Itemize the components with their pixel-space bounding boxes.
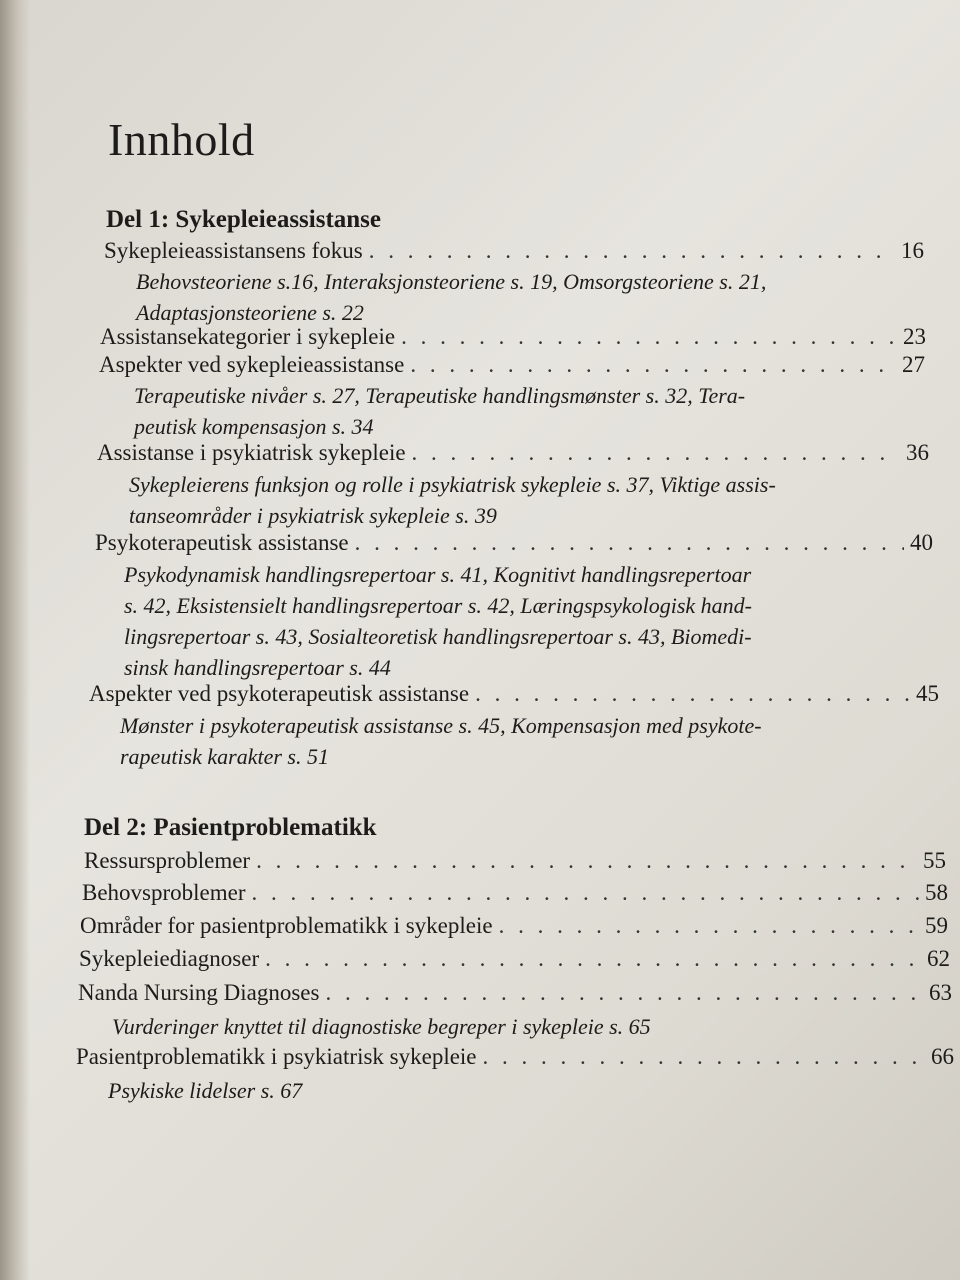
toc-entry-page: 36 [906, 440, 929, 465]
page-title: Innhold [108, 113, 255, 165]
toc-entry [95, 530, 933, 556]
toc-entry [104, 238, 924, 264]
subentry-line: rapeutisk karakter s. 51 [120, 744, 329, 769]
toc-entry-page: 66 [931, 1044, 954, 1069]
toc-entry-label: Assistansekategorier i sykepleie [100, 324, 396, 349]
subentry-line: Terapeutiske nivåer s. 27, Terapeutiske handlingsmønster s. 32, Tera- [134, 383, 746, 408]
toc-entry-label: Behovsproblemer [82, 880, 246, 905]
leader-dots [256, 848, 917, 874]
part-1-heading: Del 1: Sykepleieassistanse [106, 206, 381, 233]
leader-dots [401, 324, 897, 350]
toc-subentries [120, 710, 762, 772]
leader-dots [412, 440, 900, 466]
leader-dots [499, 913, 919, 939]
toc-entry [78, 980, 952, 1006]
subentry-line: Psykodynamisk handlingsrepertoar s. 41, Kognitivt handlingsrepertoar [124, 562, 752, 587]
subentry-line: sinsk handlingsrepertoar s. 44 [124, 655, 391, 680]
toc-entry-page: 63 [929, 980, 952, 1005]
toc-entry [84, 848, 946, 874]
leader-dots [475, 681, 910, 707]
subentry-line: Sykepleierens funksjon og rolle i psykiatrisk sykepleie s. 37, Viktige assis- [129, 472, 776, 497]
subentry-line: Vurderinger knyttet til diagnostiske begreper i sykepleie s. 65 [112, 1014, 651, 1039]
toc-entry-page: 45 [916, 681, 939, 706]
subentry-line: tanseområder i psykiatrisk sykepleie s. 39 [129, 503, 497, 528]
toc-entry-page: 40 [910, 530, 933, 555]
toc-subentries [124, 559, 752, 683]
leader-dots [325, 980, 923, 1006]
toc-entry-label: Sykepleiediagnoser [79, 946, 260, 971]
subentry-line: lingsrepertoar s. 43, Sosialteoretisk handlingsrepertoar s. 43, Biomedi- [124, 624, 752, 649]
page-edge-shadow [0, 0, 30, 1280]
toc-entry [100, 324, 926, 350]
toc-subentries [134, 380, 745, 442]
toc-entry [97, 440, 929, 466]
subentry-line: peutisk kompensasjon s. 34 [134, 414, 374, 439]
subentry-line: Mønster i psykoterapeutisk assistanse s. 45, Kompensasjon med psykote- [120, 713, 762, 738]
toc-entry-label: Områder for pasientproblematikk i sykepleie [80, 913, 493, 938]
subentry-line: Psykiske lidelser s. 67 [108, 1078, 303, 1103]
leader-dots [265, 946, 921, 972]
leader-dots [252, 880, 919, 906]
toc-entry-label: Aspekter ved psykoterapeutisk assistanse [89, 681, 470, 706]
toc-subentries [136, 266, 766, 328]
toc-entry-page: 16 [901, 238, 924, 263]
toc-subentries [108, 1075, 302, 1106]
toc-entry-page: 58 [925, 880, 948, 905]
toc-entry-page: 23 [903, 324, 926, 349]
toc-entry [80, 913, 948, 939]
toc-entry-page: 27 [902, 352, 925, 377]
leader-dots [355, 530, 904, 556]
leader-dots [410, 352, 896, 378]
subentry-line: s. 42, Eksistensielt handlingsrepertoar s. 42, Læringspsykologisk hand- [124, 593, 753, 618]
subentry-line: Behovsteoriene s.16, Interaksjonsteoriene s. 19, Omsorgsteoriene s. 21, [136, 269, 767, 294]
toc-entry-label: Ressursproblemer [84, 848, 251, 873]
toc-entry-label: Psykoterapeutisk assistanse [95, 530, 349, 555]
toc-entry-label: Sykepleieassistansens fokus [104, 238, 363, 263]
toc-entry-label: Nanda Nursing Diagnoses [78, 980, 320, 1005]
toc-entry [89, 681, 939, 707]
leader-dots [369, 238, 895, 264]
toc-entry [79, 946, 950, 972]
leader-dots [483, 1044, 925, 1070]
toc-entry-page: 62 [927, 946, 950, 971]
toc-entry [76, 1044, 954, 1070]
subentry-line: Adaptasjonsteoriene s. 22 [136, 300, 364, 325]
toc-entry [82, 880, 948, 906]
toc-entry-label: Aspekter ved sykepleieassistanse [99, 352, 405, 377]
toc-subentries [112, 1011, 651, 1042]
toc-entry-label: Pasientproblematikk i psykiatrisk sykepleie [76, 1044, 477, 1069]
toc-subentries [129, 469, 776, 531]
toc-entry [99, 352, 925, 378]
toc-entry-page: 55 [923, 848, 946, 873]
part-2-heading: Del 2: Pasientproblematikk [84, 814, 377, 841]
toc-entry-label: Assistanse i psykiatrisk sykepleie [97, 440, 406, 465]
toc-entry-page: 59 [925, 913, 948, 938]
